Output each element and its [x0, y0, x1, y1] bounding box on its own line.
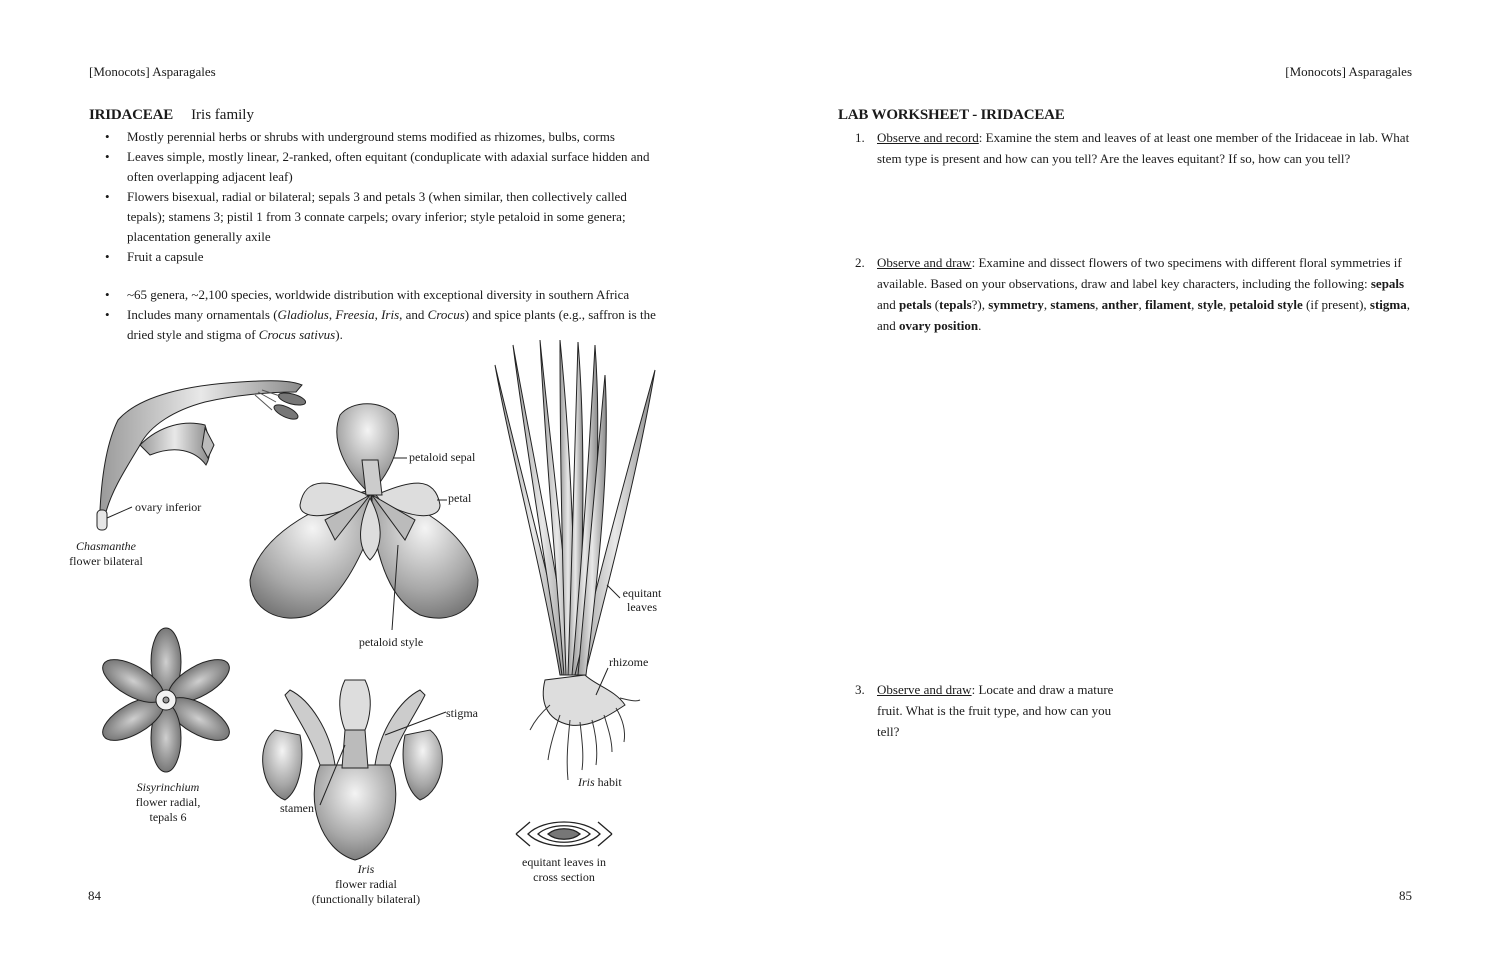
caption-iris-habit-genus: Iris: [578, 775, 595, 789]
caption-iris-genus: Iris: [357, 862, 375, 876]
right-page: [750, 0, 1500, 970]
text-run: (if present),: [1302, 297, 1370, 312]
question-item: [838, 679, 1128, 742]
key-term: stamens: [1050, 297, 1096, 312]
running-head-right: [Monocots] Asparagales: [1285, 64, 1412, 79]
key-term: style: [1197, 297, 1223, 312]
list-item: • Leaves simple, mostly linear, 2-ranked, often equitant (conduplicate with adaxial surface hidden and often overlapping adjacent leaf): [89, 147, 659, 187]
cross-section-illustration: [516, 822, 612, 846]
question-text: : Locate and draw a mature fruit. What is the fruit type, and how can you tell?: [877, 682, 1114, 739]
key-term: stigma: [1369, 297, 1407, 312]
label-equitant-1: equitant: [622, 586, 662, 600]
list-item: • ~65 genera, ~2,100 species, worldwide distribution with exceptional diversity in southern Africa: [89, 285, 659, 305]
iris-top-illustration: [250, 404, 478, 630]
text-run: , and: [399, 307, 428, 322]
list-item: • Flowers bisexual, radial or bilateral; sepals 3 and petals 3 (when similar, then collectively called tepals); stamens 3; pistil 1 from 3 connate carpels; ovary inferior; style petaloid in some genera; placentation generally axile: [89, 187, 659, 247]
question-item: [838, 127, 1418, 169]
family-latin-name: IRIDACEAE: [89, 107, 174, 123]
text-run: and: [877, 297, 900, 312]
caption-iris-2: (functionally bilateral): [311, 892, 421, 906]
question-lead: Observe and draw: [877, 682, 972, 697]
text-run: ,: [1191, 297, 1198, 312]
caption-iris-habit: [578, 775, 622, 790]
key-term: petaloid style: [1229, 297, 1303, 312]
page-number-right: 85: [1399, 888, 1412, 903]
key-term: sepals: [1370, 276, 1405, 291]
text-run: ?),: [971, 297, 989, 312]
text-run: , and: [877, 297, 1410, 333]
genus-name: Gladiolus: [277, 307, 329, 322]
species-name: Crocus sativus: [258, 327, 336, 342]
label-petal: petal: [448, 491, 472, 505]
sisyrinchium-illustration: [96, 628, 236, 772]
family-common-name: Iris family: [191, 107, 254, 123]
text-run: .: [978, 318, 982, 333]
caption-chasmanthe-genus: Chasmanthe: [76, 539, 136, 553]
label-petaloid-sepal: petaloid sepal: [409, 450, 476, 464]
question-3: [838, 679, 1128, 742]
question-lead: Observe and draw: [877, 255, 972, 270]
text-run: : Examine and dissect flowers of two specimens with different floral symmetries if available. Based on your observations, draw and label key characters, including the following:: [877, 255, 1402, 291]
running-head-left: [Monocots] Asparagales: [89, 64, 216, 79]
question-2: [838, 252, 1418, 336]
key-term: petals: [899, 297, 932, 312]
question-item: [838, 252, 1418, 336]
key-term: anther: [1101, 297, 1139, 312]
label-stigma: stigma: [446, 706, 478, 720]
genus-name: Freesia: [335, 307, 375, 322]
text-run: ,: [1138, 297, 1145, 312]
question-1: [838, 127, 1418, 169]
text-run: ,: [1222, 297, 1230, 312]
text-run: ).: [335, 327, 343, 342]
list-item: • Fruit a capsule: [89, 247, 659, 267]
worksheet-title: LAB WORKSHEET - IRIDACEAE: [838, 107, 1065, 123]
label-rhizome: rhizome: [609, 655, 649, 669]
text-run: Includes many ornamentals (: [127, 307, 278, 322]
label-stamen: stamen: [280, 801, 314, 815]
question-text: : Examine the stem and leaves of at least one member of the Iridaceae in lab. What stem type is present and how can you tell? Are the leaves equitant? If so, how can you tell?: [877, 130, 1410, 166]
text-run: ,: [328, 307, 336, 322]
iris-habit-illustration: [495, 340, 655, 780]
caption-cross-section-1: equitant leaves in: [522, 855, 606, 869]
question-number: 1.: [855, 130, 865, 145]
page-number-left: 84: [88, 888, 101, 903]
question-lead: Observe and record: [877, 130, 979, 145]
text-run: ) and spice plants (e.g., saffron is the dried style and stigma of: [127, 307, 656, 342]
label-ovary-inferior: ovary inferior: [135, 500, 202, 514]
text-run: ,: [1095, 297, 1102, 312]
key-term: symmetry: [988, 297, 1044, 312]
key-term: ovary position: [899, 318, 979, 333]
key-term: filament: [1144, 297, 1192, 312]
question-number: 3.: [855, 682, 865, 697]
text-run: ,: [374, 307, 382, 322]
chasmanthe-illustration: [97, 381, 307, 530]
question-number: 2.: [855, 255, 865, 270]
text-run: ,: [1043, 297, 1051, 312]
caption-sisyrinchium-2: tepals 6: [149, 810, 187, 824]
label-equitant-2: leaves: [627, 600, 657, 614]
genus-name: Crocus: [427, 307, 465, 322]
caption-iris-habit-text: habit: [597, 775, 622, 789]
key-term: tepals: [939, 297, 972, 312]
iris-front-illustration: [263, 680, 446, 860]
label-petaloid-style: petaloid style: [358, 635, 424, 649]
genus-name: Iris: [381, 307, 400, 322]
caption-sisyrinchium-genus: Sisyrinchium: [136, 780, 200, 794]
caption-chasmanthe: flower bilateral: [69, 554, 143, 568]
list-item: • Mostly perennial herbs or shrubs with underground stems modified as rhizomes, bulbs, corms: [89, 127, 659, 147]
caption-iris-1: flower radial: [335, 877, 397, 891]
text-run: (: [931, 297, 940, 312]
caption-sisyrinchium-1: flower radial,: [135, 795, 201, 809]
caption-cross-section-2: cross section: [533, 870, 595, 884]
